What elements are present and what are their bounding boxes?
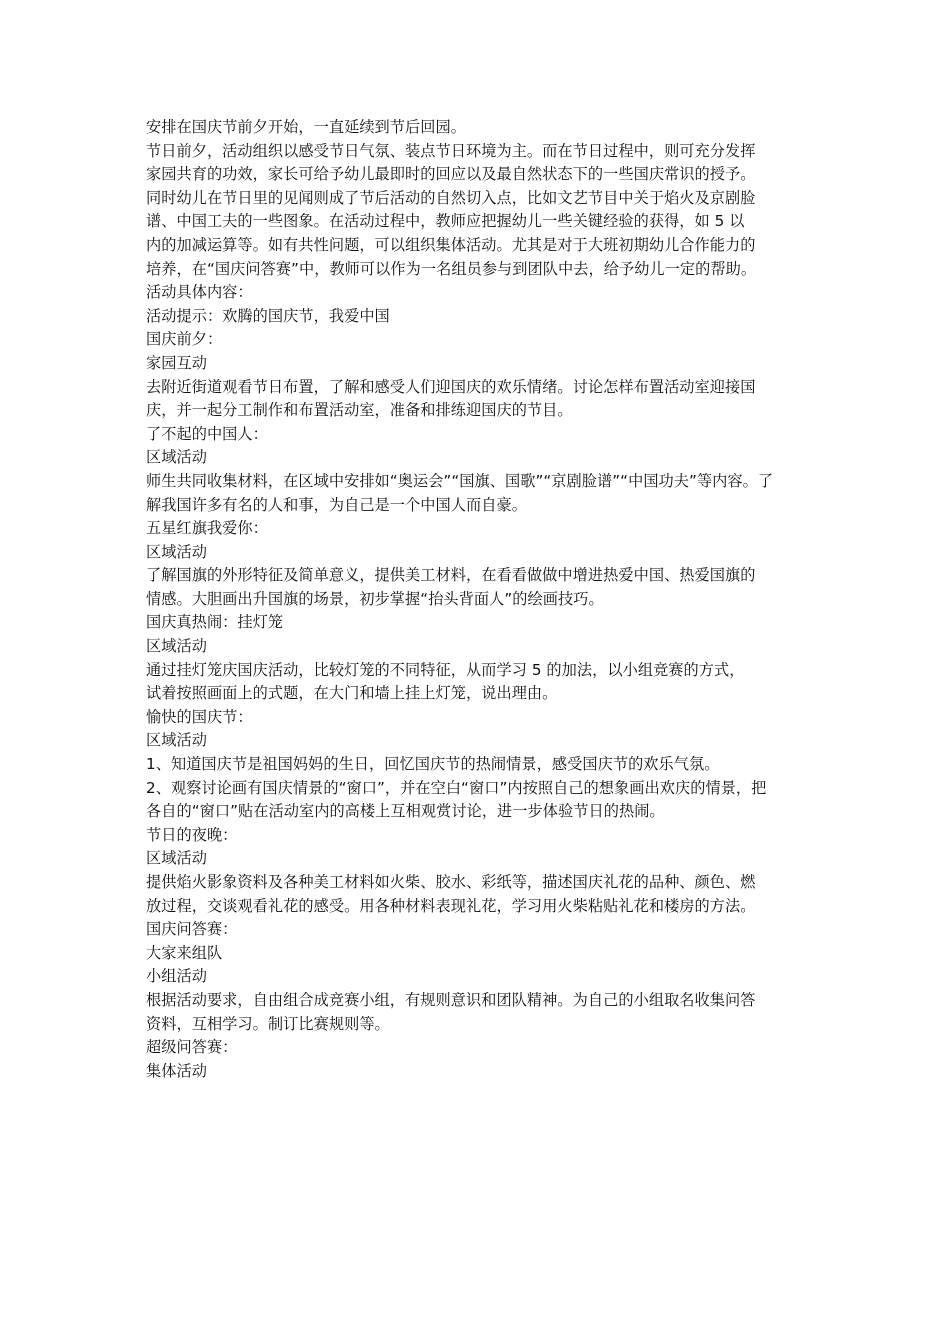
- text-line: 培养，在“国庆问答赛”中，教师可以作为一名组员参与到团队中去，给予幼儿一定的帮助。: [146, 259, 757, 278]
- list-item: 2、观察讨论画有国庆情景的“窗口”，并在空白“窗口”内按照自己的想象画出欢庆的情景，把: [146, 778, 767, 797]
- section-heading: 国庆问答赛：: [146, 920, 238, 939]
- section-heading: 愉快的国庆节：: [146, 707, 253, 726]
- text-line: 谱、中国工夫的一些图象。在活动过程中，教师应把握幼儿一些关键经验的获得，如 5 以: [146, 212, 745, 231]
- activity-type: 区域活动: [146, 542, 207, 561]
- text-line: 去附近街道观看节日布置，了解和感受人们迎国庆的欢乐情绪。讨论怎样布置活动室迎接国: [146, 377, 756, 396]
- activity-type: 区域活动: [146, 731, 207, 750]
- text-line: 根据活动要求，自由组合成竞赛小组，有规则意识和团队精神。为自己的小组取名收集问答: [146, 990, 756, 1009]
- activity-type: 区域活动: [146, 448, 207, 467]
- text-line: 节日前夕，活动组织以感受节日气氛、装点节日环境为主。而在节日过程中，则可充分发挥: [146, 141, 756, 160]
- text-line: 情感。大胆画出升国旗的场景，初步掌握“抬头背面人”的绘画技巧。: [146, 589, 604, 608]
- text-line: 解我国许多有名的人和事，为自己是一个中国人而自豪。: [146, 495, 527, 514]
- activity-subheading: 大家来组队: [146, 943, 223, 962]
- document-body: [146, 116, 814, 1083]
- list-item: 1、知道国庆节是祖国妈妈的生日，回忆国庆节的热闹情景，感受国庆节的欢乐气氛。: [146, 755, 720, 774]
- section-heading: 活动具体内容：: [146, 283, 253, 302]
- text-line: 了解国旗的外形特征及简单意义，提供美工材料，在看看做做中增进热爱中国、热爱国旗的: [146, 566, 756, 585]
- text-line: 家园共育的功效，家长可给予幼儿最即时的回应以及最自然状态下的一些国庆常识的授予。: [146, 165, 756, 184]
- activity-type: 小组活动: [146, 967, 207, 986]
- text-line: 内的加减运算等。如有共性问题，可以组织集体活动。尤其是对于大班初期幼儿合作能力的: [146, 235, 756, 254]
- section-heading: 节日的夜晚：: [146, 825, 238, 844]
- activity-subheading: 超级问答赛：: [146, 1038, 238, 1057]
- section-heading: 国庆真热闹：挂灯笼: [146, 613, 284, 632]
- text-line: 资料，互相学习。制订比赛规则等。: [146, 1014, 390, 1033]
- activity-type: 区域活动: [146, 637, 207, 656]
- text-line: 通过挂灯笼庆国庆活动，比较灯笼的不同特征，从而学习 5 的加法，以小组竞赛的方式，: [146, 660, 745, 679]
- section-heading: 国庆前夕：: [146, 330, 223, 349]
- text-line: 各自的“窗口”贴在活动室内的高楼上互相观赏讨论，进一步体验节日的热闹。: [146, 802, 665, 821]
- section-heading: 了不起的中国人：: [146, 424, 268, 443]
- text-line: 安排在国庆节前夕开始，一直延续到节后回园。: [146, 118, 466, 136]
- section-heading: 五星红旗我爱你：: [146, 519, 268, 538]
- text-line: 活动提示：欢腾的国庆节，我爱中国: [146, 306, 390, 325]
- text-line: 同时幼儿在节日里的见闻则成了节后活动的自然切入点，比如文艺节目中关于焰火及京剧脸: [146, 188, 756, 207]
- text-line: 提供焰火影象资料及各种美工材料如火柴、胶水、彩纸等，描述国庆礼花的品种、颜色、燃: [146, 873, 756, 891]
- text-line: 庆，并一起分工制作和布置活动室，准备和排练迎国庆的节目。: [146, 401, 573, 420]
- activity-type: 集体活动: [146, 1061, 207, 1080]
- text-line: 放过程，交谈观看礼花的感受。用各种材料表现礼花，学习用火柴粘贴礼花和楼房的方法。: [146, 896, 756, 915]
- text-line: 师生共同收集材料，在区域中安排如“奥运会”“国旗、国歌”“京剧脸谱”“中国功夫”等内容。了: [146, 471, 774, 490]
- activity-type: 家园互动: [146, 353, 207, 372]
- activity-type: 区域活动: [146, 849, 207, 868]
- text-line: 试着按照画面上的式题，在大门和墙上挂上灯笼，说出理由。: [146, 684, 558, 703]
